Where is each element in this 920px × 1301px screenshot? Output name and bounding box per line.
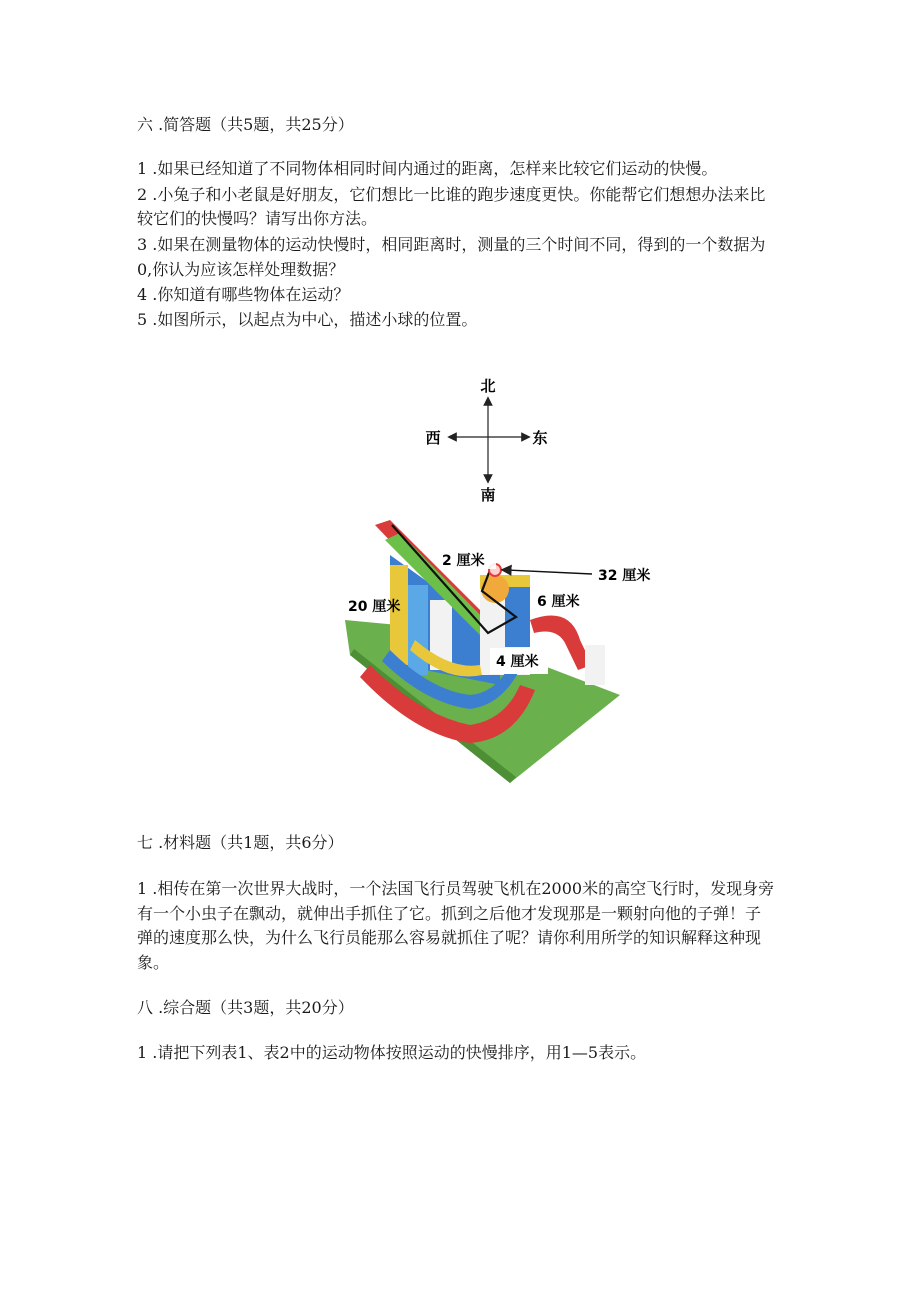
question-line: 5 .如图所示，以起点为中心，描述小球的位置。 — [137, 310, 478, 329]
section-title-7: 七 .材料题（共1题，共6分） — [137, 833, 344, 852]
compass — [425, 377, 547, 504]
label-6cm: 6 厘米 — [537, 594, 580, 610]
track-figure — [330, 365, 651, 795]
material-line: 象。 — [137, 953, 170, 972]
label-32cm: 32 厘米 — [598, 568, 651, 584]
pointer-arrow — [506, 570, 592, 574]
section-title-6: 六 .简答题（共5题，共25分） — [137, 115, 354, 134]
question-line: 0,你认为应该怎样处理数据？ — [137, 260, 345, 279]
question-line: 1 .如果已经知道了不同物体相同时间内通过的距离，怎样来比较它们运动的快慢。 — [137, 159, 718, 178]
material-line: 1 .相传在第一次世界大战时，一个法国飞行员驾驶飞机在2000米的高空飞行时，发现身旁 — [137, 879, 775, 898]
label-2cm: 2 厘米 — [442, 553, 485, 569]
south-label: 南 — [480, 486, 496, 504]
question-line: 4 .你知道有哪些物体在运动？ — [137, 285, 350, 304]
question-line: 2 .小兔子和小老鼠是好朋友，它们想比一比谁的跑步速度更快。你能帮它们想想办法来比 — [137, 185, 766, 204]
track-figure-svg — [330, 365, 651, 795]
north-label: 北 — [480, 377, 496, 395]
material-line: 弹的速度那么快，为什么飞行员能那么容易就抓住了呢？请你利用所学的知识解释这种现 — [137, 928, 762, 947]
west-label: 西 — [425, 429, 441, 447]
section-title-8: 八 .综合题（共3题，共20分） — [137, 998, 354, 1017]
question-line: 3 .如果在测量物体的运动快慢时，相同距离时，测量的三个时间不同，得到的一个数据为 — [137, 235, 766, 254]
east-label: 东 — [532, 429, 548, 447]
question-line: 较它们的快慢吗？请写出你方法。 — [137, 209, 378, 228]
label-20cm: 20 厘米 — [348, 599, 401, 615]
material-line: 有一个小虫子在飘动，就伸出手抓住了它。抓到之后他才发现那是一颗射向他的子弹！子 — [137, 904, 762, 923]
label-4cm: 4 厘米 — [496, 654, 539, 670]
comprehensive-line: 1 .请把下列表1、表2中的运动物体按照运动的快慢排序，用1—5表示。 — [137, 1043, 647, 1062]
